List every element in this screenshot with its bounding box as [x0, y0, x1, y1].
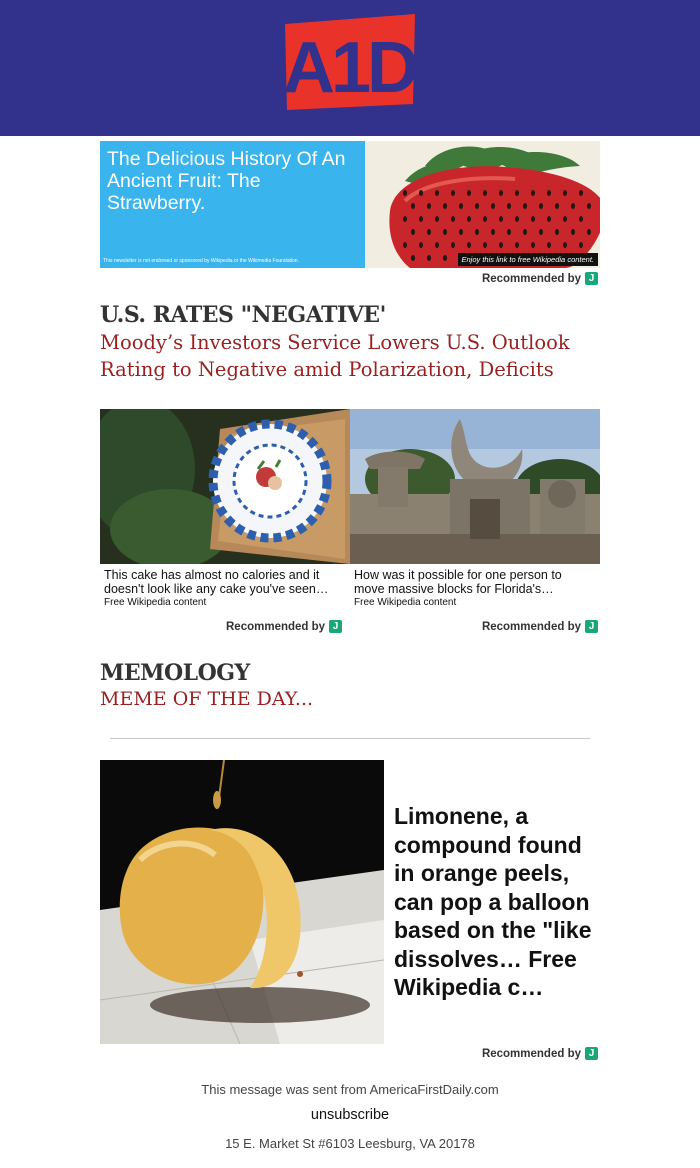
strawberry-seed	[467, 242, 471, 248]
strawberry-seed	[435, 216, 439, 222]
strawberry-seed	[451, 190, 455, 196]
recommended-by-top[interactable]	[482, 272, 598, 285]
strawberry-seed	[571, 203, 575, 209]
strawberry-seed	[555, 203, 559, 209]
meme-of-the-day-link[interactable]: MEME OF THE DAY...	[100, 688, 314, 710]
strawberry-seed	[587, 229, 591, 235]
strawberry-seed	[491, 203, 495, 209]
strawberry-seed	[483, 190, 487, 196]
strawberry-seed	[563, 216, 567, 222]
footer-sent-from: This message was sent from AmericaFirstDaily.com	[201, 1082, 499, 1097]
strawberry-seed	[531, 216, 535, 222]
jeeng-logo-icon: J	[329, 620, 342, 633]
strawberry-seed	[443, 255, 447, 261]
strawberry-seed	[523, 203, 527, 209]
headline-link[interactable]: Moody’s Investors Service Lowers U.S. Outlook Rating to Negative amid Polarization, Deficits	[100, 331, 570, 381]
recommended-label: Recommended by	[226, 620, 326, 633]
strawberry-seed	[459, 229, 463, 235]
strawberry-seed	[419, 242, 423, 248]
big-rec-headline[interactable]: Limonene, a compound found in orange peels, can pop a balloon based on the "like dissolves… Free Wikipedia c…	[394, 803, 592, 1000]
header-bar	[0, 0, 700, 136]
strawberry-seed	[435, 190, 439, 196]
strawberry-seed	[403, 216, 407, 222]
strawberry-seed	[531, 242, 535, 248]
ad-text-panel	[100, 141, 375, 268]
plated-dessert-photo[interactable]	[100, 409, 350, 564]
strawberry-seed	[547, 190, 551, 196]
strawberry-seed	[459, 203, 463, 209]
section-divider	[110, 738, 590, 739]
strawberry-seed	[467, 216, 471, 222]
strawberry-seed	[491, 229, 495, 235]
strawberry-seed	[539, 203, 543, 209]
strawberry-seed	[475, 203, 479, 209]
strawberry-seed	[563, 190, 567, 196]
unsubscribe-link[interactable]: unsubscribe	[310, 1107, 390, 1123]
jeeng-logo-icon: J	[585, 272, 598, 285]
strawberry-seed	[419, 190, 423, 196]
strawberry-seed	[411, 255, 415, 261]
strawberry-seed	[451, 216, 455, 222]
ad-disclaimer: This newsletter is not endorsed or sponsored by Wikipedia or the Wikimedia Foundation.	[103, 258, 299, 264]
ad-enjoy-label[interactable]: Enjoy this link to free Wikipedia content.	[458, 253, 599, 266]
strawberry-seed	[547, 242, 551, 248]
ad-title[interactable]: The Delicious History Of An Ancient Fruit: The Strawberry.	[107, 148, 346, 214]
recommendation-card-cake[interactable]	[100, 409, 350, 608]
strawberry-seed	[563, 242, 567, 248]
strawberry-seed	[443, 203, 447, 209]
strawberry-seed	[507, 229, 511, 235]
card-source: Free Wikipedia content	[354, 597, 457, 608]
recommended-by-card-2[interactable]	[482, 620, 598, 633]
jeeng-logo-icon: J	[585, 1047, 598, 1060]
strawberry-seed	[443, 229, 447, 235]
strawberry-seed	[467, 190, 471, 196]
strawberry-seed	[427, 203, 431, 209]
strawberry-seed	[515, 242, 519, 248]
strawberry-seed	[515, 216, 519, 222]
strawberry-seed	[523, 229, 527, 235]
recommended-label: Recommended by	[481, 1047, 581, 1060]
recommended-label: Recommended by	[481, 272, 581, 285]
strawberry-seed	[547, 216, 551, 222]
recommendation-card-castle[interactable]	[350, 409, 600, 608]
card-source: Free Wikipedia content	[104, 597, 207, 608]
strawberry-seed	[579, 216, 583, 222]
strawberry-seed	[483, 242, 487, 248]
strawberry-seed	[435, 242, 439, 248]
strawberry-seed	[427, 255, 431, 261]
strawberry-seed	[403, 242, 407, 248]
footer-address: 15 E. Market St #6103 Leesburg, VA 20178	[225, 1136, 475, 1151]
strawberry-seed	[499, 242, 503, 248]
card-headline[interactable]: This cake has almost no calories and it doesn't look like any cake you've seen…	[104, 568, 329, 596]
popping-balloon-photo[interactable]	[100, 760, 384, 1044]
coral-castle-photo[interactable]	[350, 409, 600, 564]
strawberry-seed	[515, 190, 519, 196]
logo-tagline: America first daily	[315, 108, 391, 119]
strawberry-seed	[555, 229, 559, 235]
recommended-by-card-1[interactable]	[226, 620, 342, 633]
strawberry-seed	[579, 190, 583, 196]
strawberry-seed	[451, 242, 455, 248]
strawberry-seed	[419, 216, 423, 222]
jeeng-logo-icon: J	[585, 620, 598, 633]
strawberry-illustration	[365, 141, 600, 268]
strawberry-seed	[411, 229, 415, 235]
strawberry-seed	[579, 242, 583, 248]
strawberry-seed	[539, 229, 543, 235]
strawberry-seed	[499, 190, 503, 196]
a1d-logo[interactable]	[283, 14, 417, 122]
section-title-rates: U.S. RATES "NEGATIVE'	[100, 302, 386, 328]
strawberry-seed	[475, 229, 479, 235]
strawberry-seed	[483, 216, 487, 222]
strawberry-seed	[411, 203, 415, 209]
strawberry-seed	[427, 229, 431, 235]
recommended-label: Recommended by	[481, 620, 581, 633]
strawberry-seed	[499, 216, 503, 222]
strawberry-seed	[531, 190, 535, 196]
section-title-memology: MEMOLOGY	[100, 660, 250, 686]
strawberry-seed	[403, 190, 407, 196]
strawberry-ad-banner[interactable]	[100, 141, 600, 268]
logo-letters: A1D	[283, 28, 416, 108]
strawberry-seed	[587, 203, 591, 209]
strawberry-seed	[571, 229, 575, 235]
card-headline[interactable]: How was it possible for one person to move massive blocks for Florida's…	[354, 568, 562, 596]
strawberry-seed	[507, 203, 511, 209]
recommended-by-big[interactable]	[482, 1047, 598, 1060]
